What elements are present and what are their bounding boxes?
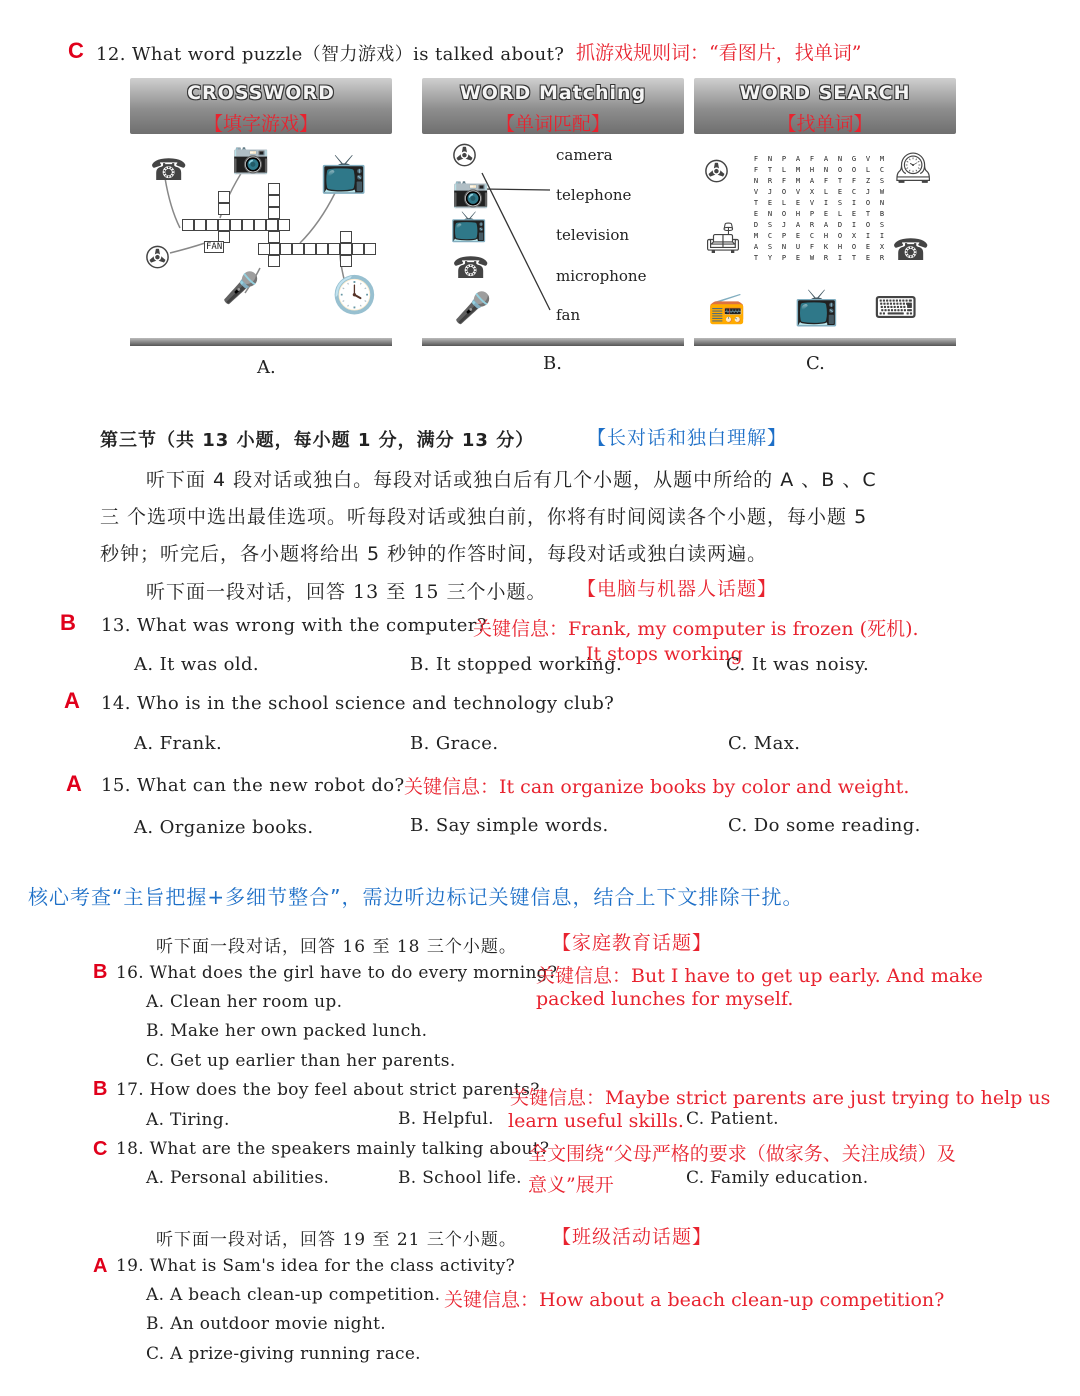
crossword-panel	[130, 78, 392, 346]
grid-letter: F	[809, 242, 815, 251]
clock-icon: 🕓	[332, 275, 377, 316]
answer-letter: B	[60, 610, 76, 635]
grid-letter: S	[879, 176, 885, 185]
grid-row	[749, 175, 889, 186]
panel-subtitle: 【单词匹配】	[495, 113, 610, 135]
option-b: B. It stopped working.	[410, 654, 623, 675]
word: camera	[556, 146, 613, 164]
grid-letter: M	[879, 154, 885, 163]
grid-letter: N	[767, 154, 773, 163]
grid-letter: M	[795, 176, 801, 185]
grid-row	[749, 186, 889, 197]
section-tag: 【长对话和独白理解】	[587, 427, 788, 449]
grid-letter: H	[795, 209, 801, 218]
key-note: learn useful skills.	[508, 1110, 684, 1132]
grid-letter: I	[865, 231, 871, 240]
question-15: 15. What can the new robot do?	[101, 775, 405, 796]
instruction-line: 秒钟；听完后，各小题将给出 5 秒钟的作答时间，每段对话或独白读两遍。	[100, 543, 768, 565]
option-c: C. Max.	[728, 733, 801, 754]
option-b: B. Helpful.	[398, 1109, 494, 1129]
grid-letter: P	[781, 154, 787, 163]
grid-row	[749, 153, 889, 164]
grid-letter: T	[851, 253, 857, 262]
grid-letter: O	[865, 220, 871, 229]
grid-letter: T	[753, 253, 759, 262]
topic-tag: 【电脑与机器人话题】	[577, 578, 778, 600]
banner	[694, 78, 956, 134]
grid-letter: N	[879, 198, 885, 207]
grid-letter: W	[879, 187, 885, 196]
grid-letter: L	[837, 209, 843, 218]
question-19: 19. What is Sam's idea for the class activity?	[116, 1256, 515, 1276]
option-label-c: C.	[806, 353, 825, 374]
option-c: C. A prize-giving running race.	[146, 1344, 421, 1364]
grid-letter: N	[823, 165, 829, 174]
option-b: B. Grace.	[410, 733, 499, 754]
grid-letter: V	[795, 187, 801, 196]
grid-letter: E	[865, 253, 871, 262]
answer-letter: B	[93, 961, 108, 983]
panel-title: WORD SEARCH	[739, 82, 911, 104]
grid-letter: E	[795, 253, 801, 262]
grid-letter: T	[865, 209, 871, 218]
grid-letter: N	[767, 209, 773, 218]
grid-letter: H	[809, 165, 815, 174]
grid-letter: M	[753, 231, 759, 240]
grid-letter: H	[823, 231, 829, 240]
instruction-line: 听下面 4 段对话或独白。每段对话或独白后有几个小题，从题中所给的 A 、B 、C	[146, 469, 877, 491]
grid-letter: D	[753, 220, 759, 229]
word: television	[556, 226, 630, 244]
answer-letter: A	[64, 688, 80, 713]
panel-title: WORD Matching	[459, 82, 647, 104]
key-note: 关键信息：It can organize books by color and weight.	[404, 776, 910, 798]
grid-letter: B	[879, 209, 885, 218]
option-a: A. A beach clean-up competition.	[146, 1285, 441, 1305]
question-14: 14. Who is in the school science and technology club?	[101, 693, 615, 714]
grid-letter: N	[753, 176, 759, 185]
option-label-b: B.	[543, 353, 562, 374]
grid-letter: O	[865, 198, 871, 207]
question-18: 18. What are the speakers mainly talking about?	[116, 1139, 550, 1159]
grid-letter: X	[879, 242, 885, 251]
option-a: A. Organize books.	[134, 817, 314, 838]
option-label-a: A.	[257, 357, 276, 378]
grid-letter: C	[767, 231, 773, 240]
grid-letter: U	[795, 242, 801, 251]
grid-letter: R	[879, 253, 885, 262]
grid-letter: V	[809, 198, 815, 207]
core-note: 核心考查“主旨把握+多细节整合”，需边听边标记关键信息，结合上下文排除干扰。	[28, 885, 804, 909]
grid-letter: H	[837, 242, 843, 251]
grid-letter: P	[781, 253, 787, 262]
grid-letter: N	[837, 154, 843, 163]
option-a: A. Clean her room up.	[146, 992, 343, 1012]
grid-letter: G	[851, 154, 857, 163]
topic-tag: 【家庭教育话题】	[552, 932, 713, 954]
grid-letter: V	[865, 154, 871, 163]
option-a: A. Personal abilities.	[146, 1168, 330, 1188]
grid-letter: C	[809, 231, 815, 240]
grid-letter: I	[851, 198, 857, 207]
grid-letter: E	[823, 209, 829, 218]
grid-row	[749, 197, 889, 208]
grid-letter: F	[851, 176, 857, 185]
key-note: 关键信息：Frank, my computer is frozen (死机).	[473, 618, 919, 640]
grid-letter: A	[809, 176, 815, 185]
grid-letter: J	[781, 220, 787, 229]
option-a: A. It was old.	[134, 654, 260, 675]
grid-letter: A	[753, 242, 759, 251]
group-intro: 听下面一段对话，回答 13 至 15 三个小题。	[146, 581, 547, 603]
grid-letter: X	[851, 231, 857, 240]
grid-letter: E	[865, 242, 871, 251]
grid-letter: C	[851, 187, 857, 196]
question-13: 13. What was wrong with the computer?	[101, 615, 487, 636]
option-c: C. Do some reading.	[728, 815, 921, 836]
grid-letter: A	[823, 154, 829, 163]
answer-letter: B	[93, 1078, 108, 1100]
fan-icon: ✇	[452, 139, 478, 174]
option-b: B. School life.	[398, 1168, 522, 1188]
crossword-clue: FAN	[206, 242, 223, 252]
question-12: 12. What word puzzle（智力游戏）is talked about?	[96, 44, 565, 65]
grid-row	[749, 230, 889, 241]
panel-subtitle: 【找单词】	[777, 113, 873, 135]
grid-letter: F	[809, 154, 815, 163]
grid-letter: S	[767, 220, 773, 229]
option-b: B. Make her own packed lunch.	[146, 1021, 428, 1041]
grid-letter: I	[823, 198, 829, 207]
grid-letter: E	[795, 198, 801, 207]
grid-row	[749, 208, 889, 219]
question-16: 16. What does the girl have to do every morning?	[116, 963, 558, 983]
grid-letter: T	[753, 198, 759, 207]
word-search-panel	[694, 78, 956, 346]
option-c: C. It was noisy.	[726, 654, 870, 675]
option-c: C. Patient.	[686, 1109, 779, 1129]
grid-letter: L	[865, 165, 871, 174]
grid-letter: M	[795, 165, 801, 174]
grid-letter: R	[823, 253, 829, 262]
grid-letter: S	[767, 242, 773, 251]
telephone-icon: ☎	[452, 251, 490, 286]
word: telephone	[556, 186, 632, 204]
grid-letter: O	[781, 187, 787, 196]
grid-letter: L	[781, 165, 787, 174]
grid-letter: D	[837, 220, 843, 229]
grid-row	[749, 252, 889, 263]
section-heading: 第三节（共 13 小题，每小题 1 分，满分 13 分）	[100, 430, 535, 451]
word: fan	[556, 306, 581, 324]
television-icon: 📺	[794, 287, 839, 328]
typewriter-icon: ⌨	[874, 291, 918, 326]
grid-letter: R	[809, 220, 815, 229]
grid-letter: R	[767, 176, 773, 185]
question-17: 17. How does the boy feel about strict parents?	[116, 1080, 540, 1100]
grid-letter: Y	[767, 253, 773, 262]
grid-letter: I	[837, 253, 843, 262]
option-b: B. An outdoor movie night.	[146, 1314, 386, 1334]
option-a: A. Tiring.	[146, 1110, 230, 1130]
grid-letter: A	[823, 220, 829, 229]
group-intro: 听下面一段对话，回答 19 至 21 三个小题。	[156, 1230, 517, 1250]
group-intro: 听下面一段对话，回答 16 至 18 三个小题。	[156, 937, 517, 957]
key-note: 意义”展开	[528, 1174, 614, 1196]
topic-tag: 【班级活动话题】	[552, 1226, 713, 1248]
television-icon: 📺	[450, 209, 488, 244]
grid-letter: E	[795, 231, 801, 240]
option-b: B. Say simple words.	[410, 815, 609, 836]
grid-letter: X	[809, 187, 815, 196]
grid-letter: I	[879, 231, 885, 240]
panel-title: CROSSWORD	[187, 82, 335, 104]
word-matching-panel	[422, 78, 684, 346]
grid-letter: O	[837, 165, 843, 174]
grid-letter: F	[823, 176, 829, 185]
grid-letter: O	[851, 165, 857, 174]
answer-letter: A	[66, 771, 82, 796]
camera-icon: 📷	[452, 175, 490, 210]
grid-letter: E	[851, 209, 857, 218]
hint-text: It stops working	[586, 643, 743, 665]
option-c: C. Get up earlier than her parents.	[146, 1051, 456, 1071]
panel-subtitle: 【填字游戏】	[203, 113, 318, 135]
option-c: C. Family education.	[686, 1168, 869, 1188]
grid-letter: J	[767, 187, 773, 196]
telephone-icon: ☎	[892, 233, 930, 268]
microphone-icon: 🎤	[454, 291, 492, 326]
grid-letter: Z	[865, 176, 871, 185]
clock-icon: 🕰	[894, 151, 933, 186]
grid-letter: A	[795, 220, 801, 229]
word: microphone	[556, 267, 647, 285]
answer-letter: C	[93, 1138, 108, 1160]
key-note: 关键信息：Maybe strict parents are just trying to help us	[510, 1087, 1051, 1109]
grid-letter: F	[753, 154, 759, 163]
television-icon: 📺	[320, 151, 368, 195]
fan-icon: ✇	[145, 241, 171, 276]
grid-letter: F	[781, 176, 787, 185]
grid-letter: E	[837, 187, 843, 196]
telephone-icon: ☎	[150, 153, 188, 188]
grid-letter: F	[753, 165, 759, 174]
fan-icon: ✇	[704, 155, 730, 190]
instruction-line: 三 个选项中选出最佳选项。听每段对话或独白前，你将有时间阅读各个小题，每小题 5	[100, 506, 868, 528]
grid-letter: L	[823, 187, 829, 196]
key-note: packed lunches for myself.	[536, 988, 794, 1010]
key-note: 关键信息：How about a beach clean-up competition?	[444, 1289, 945, 1311]
microphone-icon: 🎤	[222, 271, 260, 306]
camera-icon: 📷	[232, 141, 270, 176]
grid-letter: O	[851, 242, 857, 251]
grid-letter: S	[837, 198, 843, 207]
grid-letter: N	[781, 242, 787, 251]
grid-letter: C	[879, 165, 885, 174]
grid-letter: A	[795, 154, 801, 163]
grid-letter: W	[809, 253, 815, 262]
answer-letter: C	[68, 38, 84, 63]
grid-letter: E	[767, 198, 773, 207]
grid-row	[749, 219, 889, 230]
key-note: 抓游戏规则词：“看图片，找单词”	[576, 42, 862, 64]
option-a: A. Frank.	[134, 733, 223, 754]
grid-letter: T	[767, 165, 773, 174]
answer-letter: A	[93, 1255, 108, 1277]
grid-letter: T	[837, 176, 843, 185]
grid-letter: K	[823, 242, 829, 251]
grid-letter: P	[781, 231, 787, 240]
grid-row	[749, 241, 889, 252]
grid-letter: O	[781, 209, 787, 218]
lamp-icon: 🛋	[704, 221, 743, 256]
grid-letter: I	[851, 220, 857, 229]
grid-letter: V	[753, 187, 759, 196]
letter-grid	[749, 153, 889, 263]
key-note: 关键信息：But I have to get up early. And make	[536, 965, 983, 987]
grid-letter: E	[753, 209, 759, 218]
grid-letter: P	[809, 209, 815, 218]
radio-icon: 📻	[708, 291, 746, 326]
grid-row	[749, 164, 889, 175]
key-note: 全文围绕“父母严格的要求（做家务、关注成绩）及	[528, 1143, 956, 1165]
grid-letter: S	[879, 220, 885, 229]
grid-letter: O	[837, 231, 843, 240]
grid-letter: J	[865, 187, 871, 196]
grid-letter: L	[781, 198, 787, 207]
